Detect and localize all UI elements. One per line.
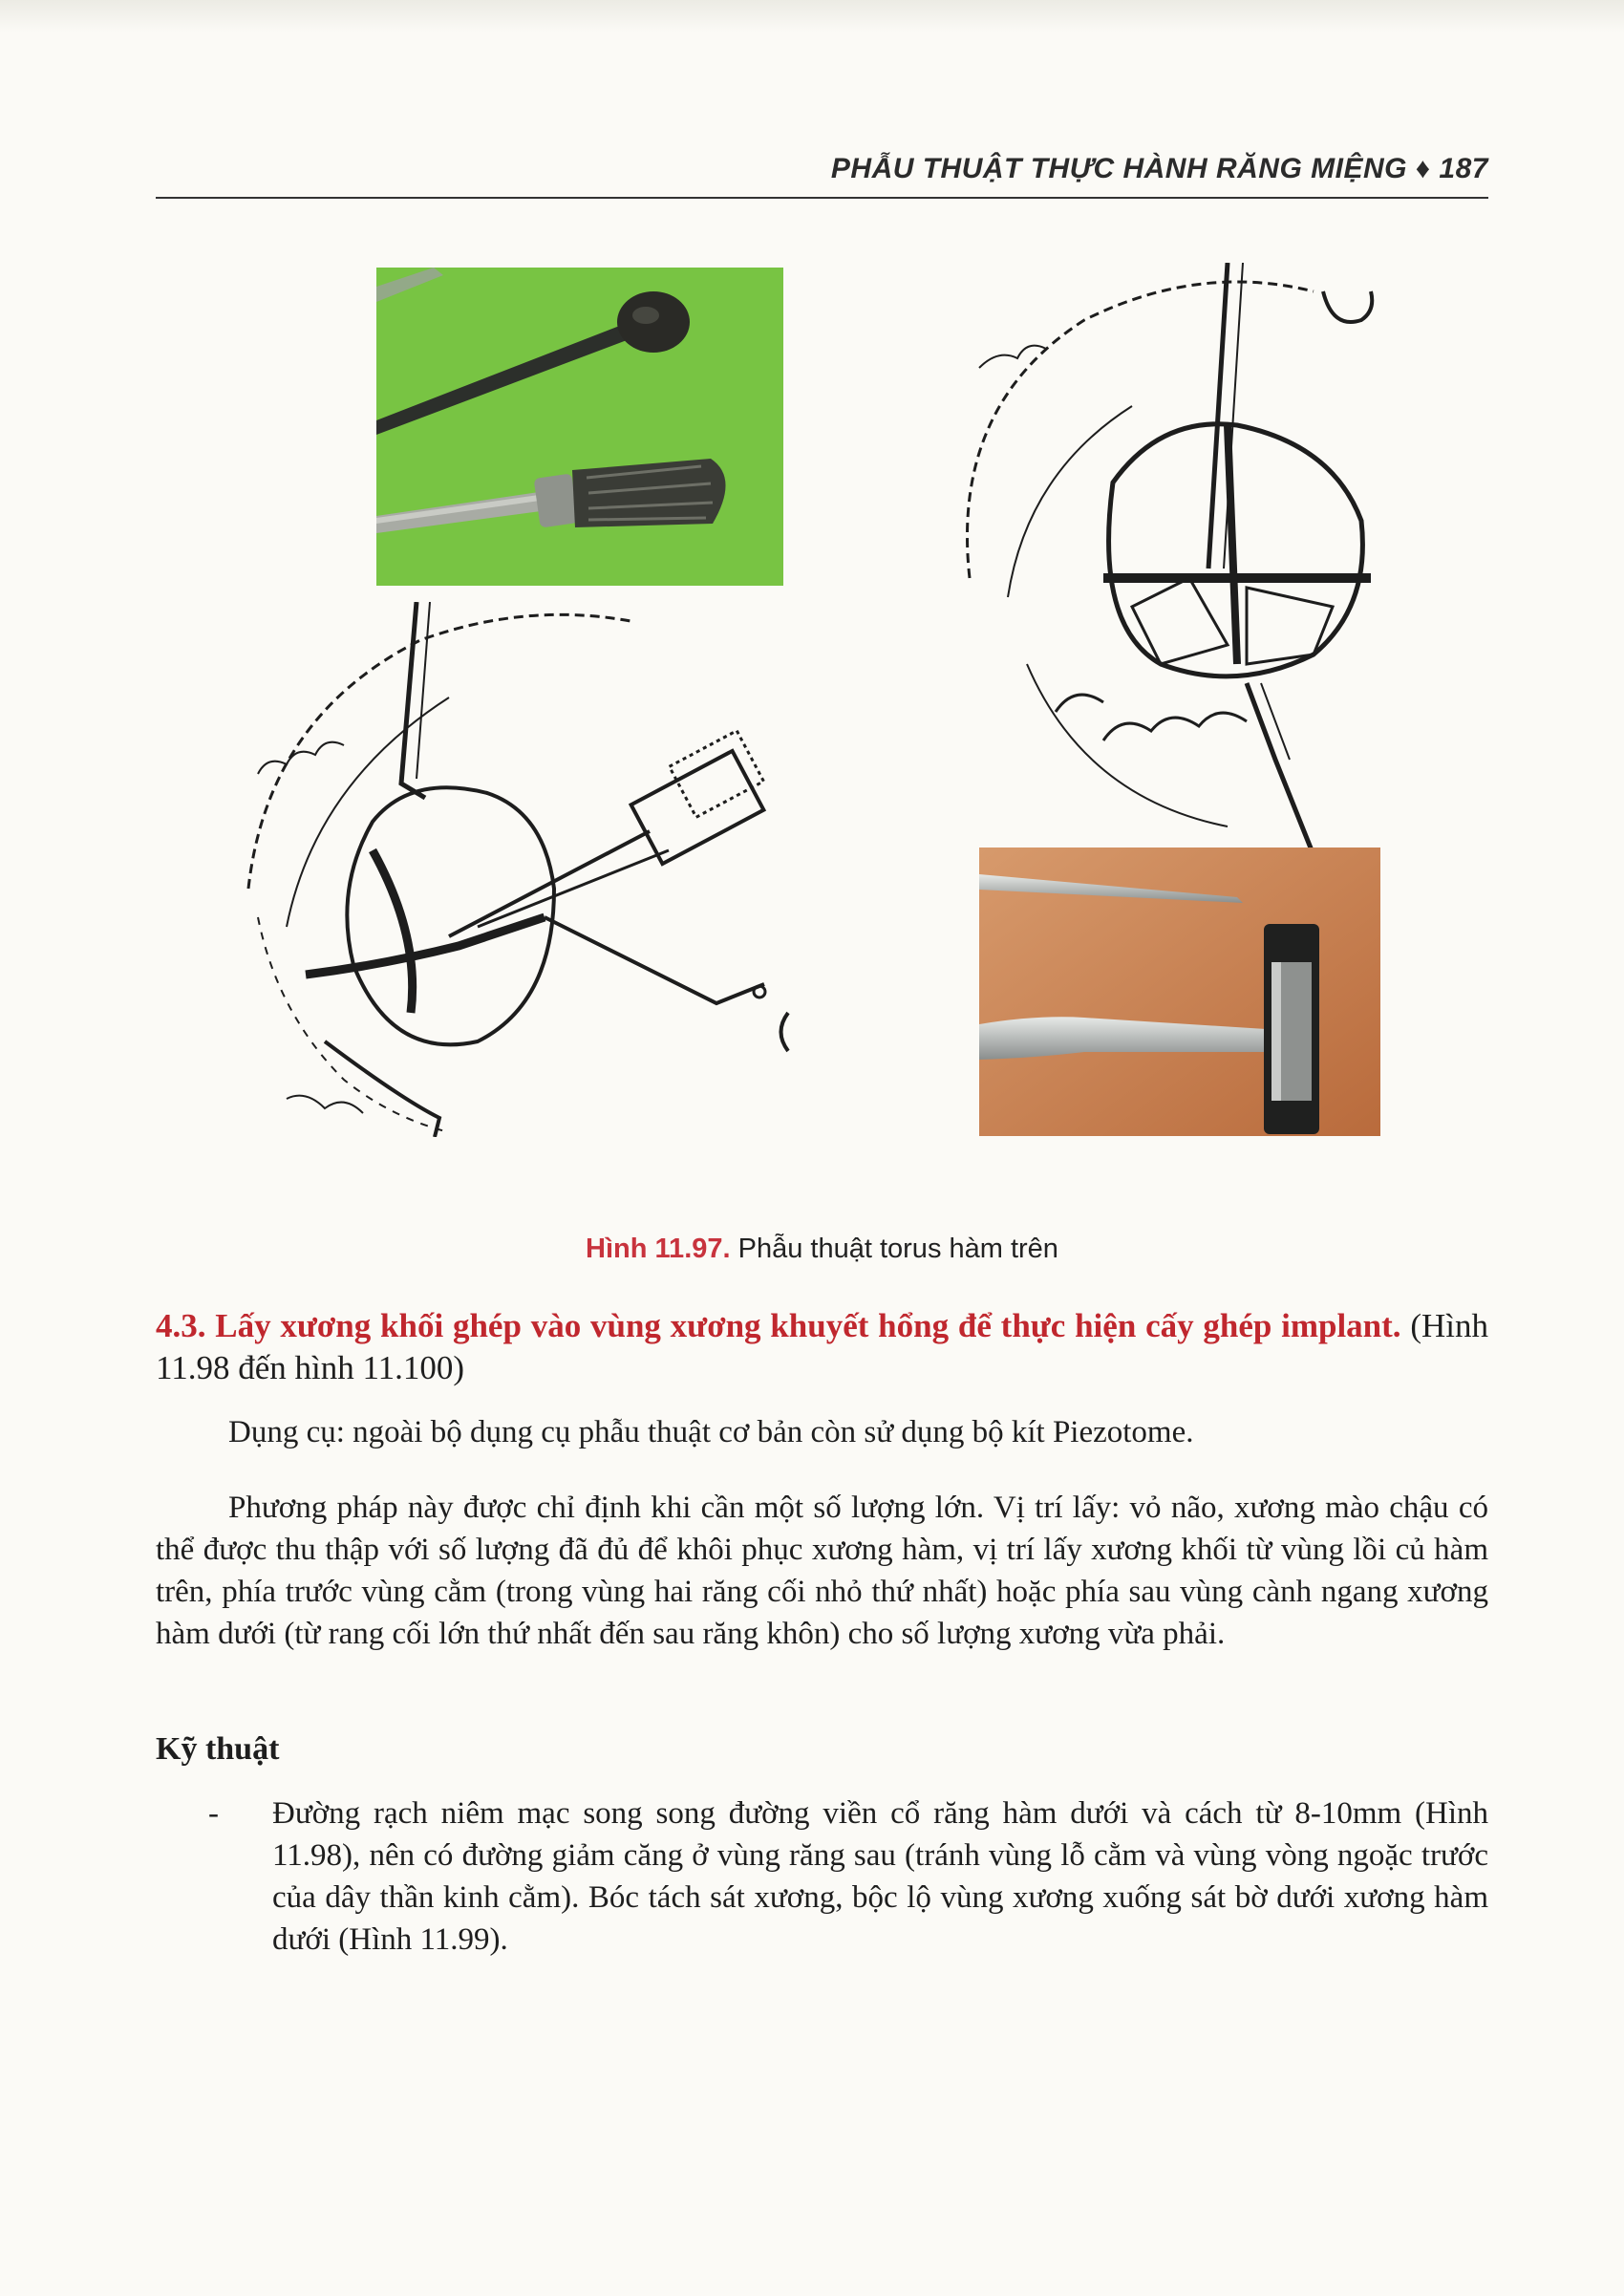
- figure-caption: [156, 1234, 1488, 1265]
- figure-label: Hình 11.97.: [586, 1234, 731, 1264]
- scan-edge: [0, 0, 1624, 32]
- torus-split-illustration: [912, 263, 1447, 855]
- running-header: PHẪU THUẬT THỰC HÀNH RĂNG MIỆNG ♦ 187: [830, 153, 1488, 184]
- chisel-mallet-illustration: [979, 848, 1380, 1136]
- figure-caption-text: Phẫu thuật torus hàm trên: [737, 1234, 1058, 1264]
- torus-surgery-drawing: [229, 602, 879, 1137]
- torus-surgery-illustration: [229, 602, 879, 1137]
- torus-split-drawing: [912, 263, 1447, 855]
- section-heading: [156, 1305, 1488, 1389]
- burs-illustration: [376, 268, 783, 586]
- technique-bullet: [156, 1792, 1488, 1961]
- header-rule: [156, 197, 1488, 199]
- technique-heading: Kỹ thuật: [156, 1731, 280, 1767]
- paragraph-tools: Dụng cụ: ngoài bộ dụng cụ phẫu thuật cơ bản còn sử dụng bộ kít Piezotome.: [228, 1415, 1194, 1449]
- bullet-text: Đường rạch niêm mạc song song đường viền cổ răng hàm dưới và cách từ 8-10mm (Hình 11.98), nên có đường giảm căng ở vùng răng sau (tránh vùng lỗ cằm và vùng vòng ngoặc trước của dây thần kinh cằm). Bóc tách sát xương, bộc lộ vùng xương xuống sát bờ dưới xương hàm dưới (Hình 11.99).: [272, 1796, 1488, 1957]
- burs-photo: [376, 268, 783, 586]
- paragraph-method: Phương pháp này được chỉ định khi cần một số lượng lớn. Vị trí lấy: vỏ não, xương mào chậu có thể được thu thập với số lượng đã đủ để khôi phục xương hàm, vị trí lấy xương khối từ vùng lồi củ hàm trên, phía trước vùng cằm (trong vùng hai răng cối nhỏ thứ nhất) hoặc phía sau vùng cành ngang xương hàm dưới (từ rang cối lớn thứ nhất đến sau răng khôn) cho số lượng xương vừa phải.: [156, 1491, 1488, 1651]
- section-heading-title: 4.3. Lấy xương khối ghép vào vùng xương khuyết hổng để thực hiện cấy ghép implant.: [156, 1307, 1401, 1344]
- bullet-marker: -: [208, 1796, 219, 1831]
- chisel-mallet-photo: [979, 848, 1380, 1136]
- section-heading-reference: (Hình 11.98 đến hình 11.100): [156, 1307, 1488, 1386]
